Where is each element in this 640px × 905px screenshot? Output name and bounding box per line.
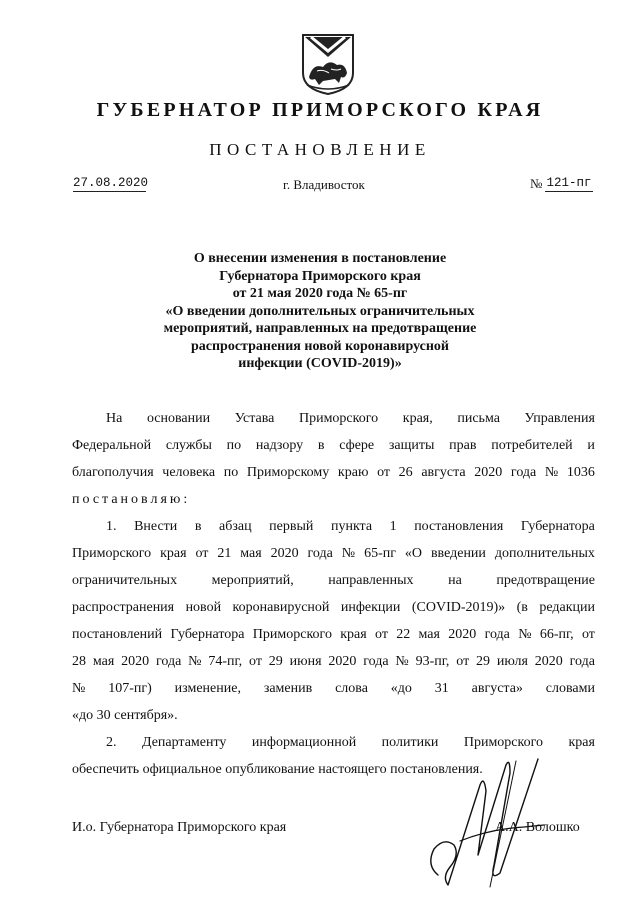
- body-line: 28 мая 2020 года № 74-пг, от 29 июня 2020 года № 93-пг, от 29 июля 2020 года: [72, 654, 595, 669]
- title-line: инфекции (COVID-2019)»: [238, 356, 402, 371]
- coat-of-arms-icon: [301, 33, 355, 96]
- document-date: 27.08.2020: [73, 176, 149, 190]
- document-city: г. Владивосток: [283, 177, 365, 192]
- issuing-authority: ГУБЕРНАТОР ПРИМОРСКОГО КРАЯ: [96, 99, 544, 121]
- body-line: Приморского края от 21 мая 2020 года № 65-пг «О введении дополнительных: [72, 546, 595, 561]
- body-line: благополучия человека по Приморскому краю от 26 августа 2020 года № 1036: [72, 465, 595, 480]
- title-line: Губернатора Приморского края: [219, 268, 421, 284]
- title-line: «О введении дополнительных ограничительных: [165, 303, 475, 319]
- signatory-name: А.А. Волошко: [495, 820, 580, 835]
- document-body: [72, 405, 595, 783]
- title-line: распространения новой коронавирусной: [190, 338, 449, 354]
- body-line: ограничительных мероприятий, направленных на предотвращение: [72, 573, 595, 588]
- body-line: «до 30 сентября».: [72, 708, 178, 723]
- body-line: Федеральной службы по надзору в сфере защиты прав потребителей и: [72, 438, 595, 453]
- body-line: постановляю:: [72, 492, 191, 507]
- number-label: №: [530, 176, 543, 191]
- body-line: распространения новой коронавирусной инфекции (COVID-2019)» (в редакции: [72, 600, 595, 615]
- body-line: обеспечить официальное опубликование настоящего постановления.: [72, 762, 483, 777]
- body-line: № 107-пг) изменение, заменив слова «до 31 августа» словами: [72, 681, 595, 696]
- document-number: 121-пг: [546, 176, 592, 190]
- body-line: 2. Департаменту информационной политики Приморского края: [106, 735, 595, 750]
- body-line: На основании Устава Приморского края, письма Управления: [106, 411, 595, 426]
- title-line: мероприятий, направленных на предотвращение: [163, 321, 477, 336]
- document-title: [120, 250, 520, 373]
- title-line: от 21 мая 2020 года № 65-пг: [232, 286, 408, 301]
- document-type: ПОСТАНОВЛЕНИЕ: [209, 140, 431, 159]
- signatory-title: И.о. Губернатора Приморского края: [72, 820, 287, 835]
- body-line: 1. Внести в абзац первый пункта 1 постановления Губернатора: [106, 519, 595, 534]
- title-line: О внесении изменения в постановление: [193, 251, 447, 266]
- handwritten-signature: [420, 745, 560, 895]
- body-line: постановлений Губернатора Приморского края от 22 мая 2020 года № 66-пг, от: [72, 627, 595, 642]
